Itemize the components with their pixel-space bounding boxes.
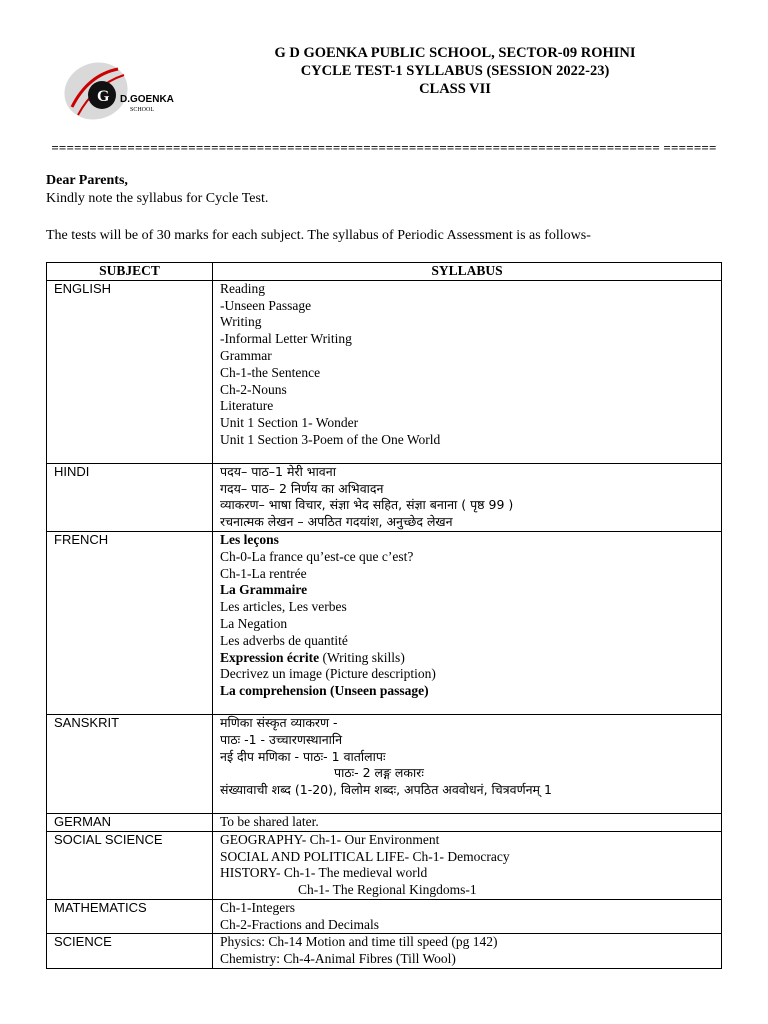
syllabus-line: Physics: Ch-14 Motion and time till speed (pg 142) [220, 934, 498, 950]
table-row-english [47, 280, 722, 463]
greeting: Dear Parents, [46, 173, 128, 188]
syllabus-line: रचनात्मक लेखन – अपठित गदयांश, अनुच्छेद लेखन [220, 514, 453, 530]
syllabus-line [220, 650, 721, 667]
logo-text: D.GOENKA [120, 94, 174, 105]
syllabus-column-header: SYLLABUS [213, 263, 722, 281]
plain-text: (Writing skills) [319, 649, 405, 665]
syllabus-line: La Negation [220, 615, 288, 631]
syllabus-line: Ch-1- The Regional Kingdoms-1 [298, 882, 477, 898]
table-row-social-science [47, 831, 722, 899]
subject-cell: SOCIAL SCIENCE [47, 831, 213, 899]
syllabus-cell [213, 531, 722, 714]
syllabus-cell [213, 714, 722, 813]
syllabus-line: मणिका संस्कृत व्याकरण - [220, 714, 338, 730]
syllabus-line: -Informal Letter Writing [220, 331, 352, 347]
syllabus-line: Ch-1-the Sentence [220, 364, 321, 380]
syllabus-line: Ch-2-Fractions and Decimals [220, 916, 379, 932]
subject-column-header: SUBJECT [47, 263, 213, 281]
separator-line: ================================================================================ ======= [51, 140, 717, 155]
table-row-science [47, 934, 722, 969]
svg-text:G: G [97, 88, 110, 105]
class-label: CLASS VII [419, 81, 491, 97]
logo-subtext: SCHOOL [130, 107, 155, 113]
syllabus-line: Ch-0-La france qu’est-ce que c’est? [220, 548, 414, 564]
table-row-mathematics [47, 899, 722, 934]
test-title: CYCLE TEST-1 SYLLABUS (SESSION 2022-23) [300, 63, 610, 79]
syllabus-line: Chemistry: Ch-4-Animal Fibres (Till Wool) [220, 951, 456, 967]
syllabus-line: Ch-1-La rentrée [220, 565, 307, 581]
intro-line-1: Kindly note the syllabus for Cycle Test. [46, 191, 269, 206]
syllabus-line: Unit 1 Section 1- Wonder [220, 415, 359, 431]
syllabus-cell: To be shared later. [213, 813, 722, 831]
subject-cell: FRENCH [47, 531, 213, 714]
syllabus-cell [213, 934, 722, 969]
syllabus-cell [213, 463, 722, 531]
spacer [220, 799, 721, 813]
spacer [220, 700, 721, 714]
subject-cell: SANSKRIT [47, 714, 213, 813]
intro-line-2: The tests will be of 30 marks for each subject. The syllabus of Periodic Assessment is as follows- [46, 228, 591, 243]
syllabus-line: Decrivez un image (Picture description) [220, 666, 436, 682]
syllabus-cell [213, 899, 722, 934]
syllabus-cell [213, 280, 722, 463]
syllabus-line: Les adverbs de quantité [220, 632, 348, 648]
syllabus-line: Reading [220, 280, 265, 296]
school-name: G D GOENKA PUBLIC SCHOOL, SECTOR-09 ROHINI [274, 45, 636, 61]
table-header-row [47, 263, 722, 281]
syllabus-line: पाठः -1 - उच्चारणस्थानानि [220, 731, 343, 747]
subject-cell: ENGLISH [47, 280, 213, 463]
syllabus-line: -Unseen Passage [220, 297, 312, 313]
syllabus-line: Ch-1-Integers [220, 899, 295, 915]
subject-cell: HINDI [47, 463, 213, 531]
spacer [220, 449, 721, 463]
syllabus-line: La Grammaire [220, 582, 308, 598]
subject-cell: GERMAN [47, 813, 213, 831]
syllabus-line: Les leçons [220, 531, 279, 547]
subject-cell: MATHEMATICS [47, 899, 213, 934]
table-row-french [47, 531, 722, 714]
table-row-sanskrit [47, 714, 722, 813]
table-row-german [47, 813, 722, 831]
syllabus-line: Les articles, Les verbes [220, 599, 347, 615]
bold-text: Expression écrite [220, 649, 320, 665]
syllabus-line: पदय– पाठ–1 मेरी भावना [220, 463, 336, 479]
syllabus-line: Unit 1 Section 3-Poem of the One World [220, 431, 441, 447]
syllabus-line: HISTORY- Ch-1- The medieval world [220, 865, 428, 881]
document-header [160, 44, 750, 98]
table-row-hindi [47, 463, 722, 531]
syllabus-line: पाठः- 2 लङ्ग लकारः [334, 765, 424, 781]
syllabus-line: Literature [220, 398, 274, 414]
syllabus-line: GEOGRAPHY- Ch-1- Our Environment [220, 831, 440, 847]
subject-cell: SCIENCE [47, 934, 213, 969]
syllabus-line: नई दीप मणिका - पाठः- 1 वार्तालापः [220, 748, 386, 764]
syllabus-cell [213, 831, 722, 899]
syllabus-line: व्याकरण– भाषा विचार, संज्ञा भेद सहित, संज्ञा बनाना ( पृष्ठ 99 ) [220, 497, 514, 513]
syllabus-line: Ch-2-Nouns [220, 381, 287, 397]
syllabus-table [46, 262, 722, 969]
syllabus-line: Writing [220, 314, 262, 330]
syllabus-line: SOCIAL AND POLITICAL LIFE- Ch-1- Democracy [220, 848, 510, 864]
syllabus-line: Grammar [220, 347, 272, 363]
syllabus-line: संख्यावाची शब्द (1-20), विलोम शब्दः, अपठित अववोधनं, चित्रवर्णनम् 1 [220, 782, 552, 798]
syllabus-line: La comprehension (Unseen passage) [220, 683, 429, 699]
syllabus-line: गदय– पाठ– 2 निर्णय का अभिवादन [220, 480, 384, 496]
